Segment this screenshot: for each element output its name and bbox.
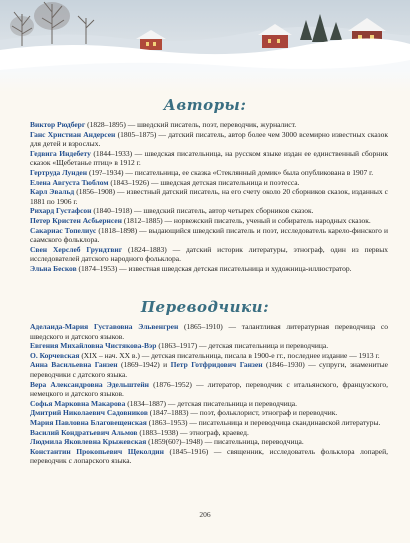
author-entry-name: Карл Эвальд [30,187,75,197]
author-entry [30,264,388,274]
translator-entry-description: (1863–1917) — детская писательница и переводчица. [156,341,329,351]
translator-entry-description: (1876–1952) — литератор, переводчик с итальянского, французского, немецкого и датского языков. [30,379,388,399]
author-entry [30,245,388,264]
author-entry [30,206,388,216]
translator-entry-description: (1845–1916) — священник, исследователь фольклора лопарей, переводчик с лопарского языка. [30,446,388,466]
translator-entry-name: Людмила Яковлевна Крыжевская [30,437,147,447]
author-entry-description: (19?–1934) — писательница, ее сказка «Стеклянный домик» была опубликована в 1907 г. [87,167,374,177]
author-entry-name: Свен Херслеб Грундтвиг [30,244,123,254]
translator-entry [30,351,388,361]
authors-heading [0,96,410,114]
translator-entry-name: О. Корчевская [30,350,80,360]
translator-entry [30,408,388,418]
translators-list [30,322,388,466]
author-entry [30,130,388,149]
authors-list [30,120,388,274]
author-entry-description: (1818–1898) — выдающийся шведский писатель и поэт, исследователь карело-финского и саамского фольклора. [30,225,388,245]
translator-entry [30,341,388,351]
author-entry-name: Гедвига Индебету [30,148,91,158]
translator-entry-name: Анна Васильевна Ганзен [30,360,118,370]
translator-entry-name: Мария Павловна Благовещенская [30,417,147,427]
translator-entry-description: (XIX – нач. XX в.) — детская писательница, писала в 1900-е гг., последнее издание — 1913 г. [79,350,380,360]
author-entry [30,120,388,130]
translator-entry-name: Василий Кондратьевич Альмов [30,427,138,437]
author-entry-description: (1828–1895) — шведский писатель, поэт, переводчик, журналист. [85,120,297,129]
translator-entry-name: Софья Марковна Макарова [30,398,126,408]
translator-entry [30,447,388,466]
translator-entry-name: Вера Александровна Эдельштейн [30,379,149,389]
author-entry [30,216,388,226]
author-entry-name: Гертруда Лунден [30,167,88,177]
author-entry [30,226,388,245]
author-entry-description: (1844–1933) — шведская писательница, на русском языке издан ее единственный сборник сказок «Щебетанье птиц» в 1912 г. [30,148,388,168]
translators-heading [0,298,410,316]
translator-entry [30,428,388,438]
translator-entry-description: (1846–1930) — супруги, знаменитые переводчики с датского языка. [30,360,388,379]
author-entry-name: Сакариас Топелиус [30,225,97,235]
author-entry-description: (1843–1926) — шведская детская писательница и поэтесса. [108,177,300,187]
author-entry [30,168,388,178]
translator-entry-description: (1883–1938) — этнограф, краевед. [137,427,249,437]
authors-heading-text: Авторы: [163,96,247,114]
author-entry-description: (1874–1953) — известная шведская детская писательница и художница-иллюстратор. [76,263,352,273]
translator-entry-description: (1834–1887) — детская писательница и переводчица. [125,398,298,408]
author-entry [30,187,388,206]
author-entry-name: Рихард Густафсон [30,206,92,216]
author-entry [30,178,388,188]
author-entry [30,149,388,168]
translators-heading-text: Переводчики: [140,298,270,316]
translator-entry [30,437,388,447]
winter-village-illustration [0,0,410,92]
translator-entry-name: Дмитрий Николаевич Садовников [30,408,148,418]
translator-entry [30,380,388,399]
author-entry-description: (1856–1908) — известный датский писатель, на его счету около 20 сборников сказок, изданных с 1881 по 1906 г. [30,187,388,206]
translator-entry [30,418,388,428]
translator-entry [30,399,388,409]
author-entry-description: (1840–1918) — шведский писатель, автор четырех сборников сказок. [91,206,314,216]
translator-entry-description: (1847–1883) — поэт, фольклорист, этнограф и переводчик. [147,408,338,418]
author-entry-name: Петер Кристен Асбьернсен [30,215,122,225]
translator-entry-description: (1865–1910) — талантливая литературная переводчица со шведского и датского языков. [30,322,389,341]
author-entry-name: Елена Августа Тюблом [30,177,109,187]
author-entry-description: (1805–1875) — датский писатель, автор более чем 3000 всемирно известных сказок для детей и взрослых. [30,129,388,149]
author-entry-name: Ганс Христиан Андерсен [30,129,116,139]
translator-entry [30,322,388,341]
translator-entry-name: Евгения Михайловна Чистякова-Вэр [30,341,157,351]
author-entry-name: Виктор Рюдберг [30,120,86,129]
translator-entry-description: (1863–1953) — писательница и переводчица скандинавской литературы. [146,417,381,427]
page-number: 206 [199,510,211,519]
translator-entry-name: Петр Готфридович Ганзен [170,360,263,370]
translator-entry-name: Аделаида-Мария Густавовна Эльвенгрен [30,322,179,331]
translator-entry-description: (1859(60?)–1948) — писательница, переводчица. [146,437,304,447]
author-entry-description: (1812–1885) — норвежский писатель, ученый и собиратель народных сказок. [121,215,371,225]
author-entry-description: (1824–1883) — датский историк литературы, этнограф, один из первых исследователей датского народного фольклора. [30,244,388,264]
translator-entry [30,360,388,379]
translator-entry-description: (1869–1942) и [117,360,171,370]
author-entry-name: Эльна Бесков [30,263,77,273]
translator-entry-name: Константин Прокопьевич Щеколдин [30,446,164,456]
